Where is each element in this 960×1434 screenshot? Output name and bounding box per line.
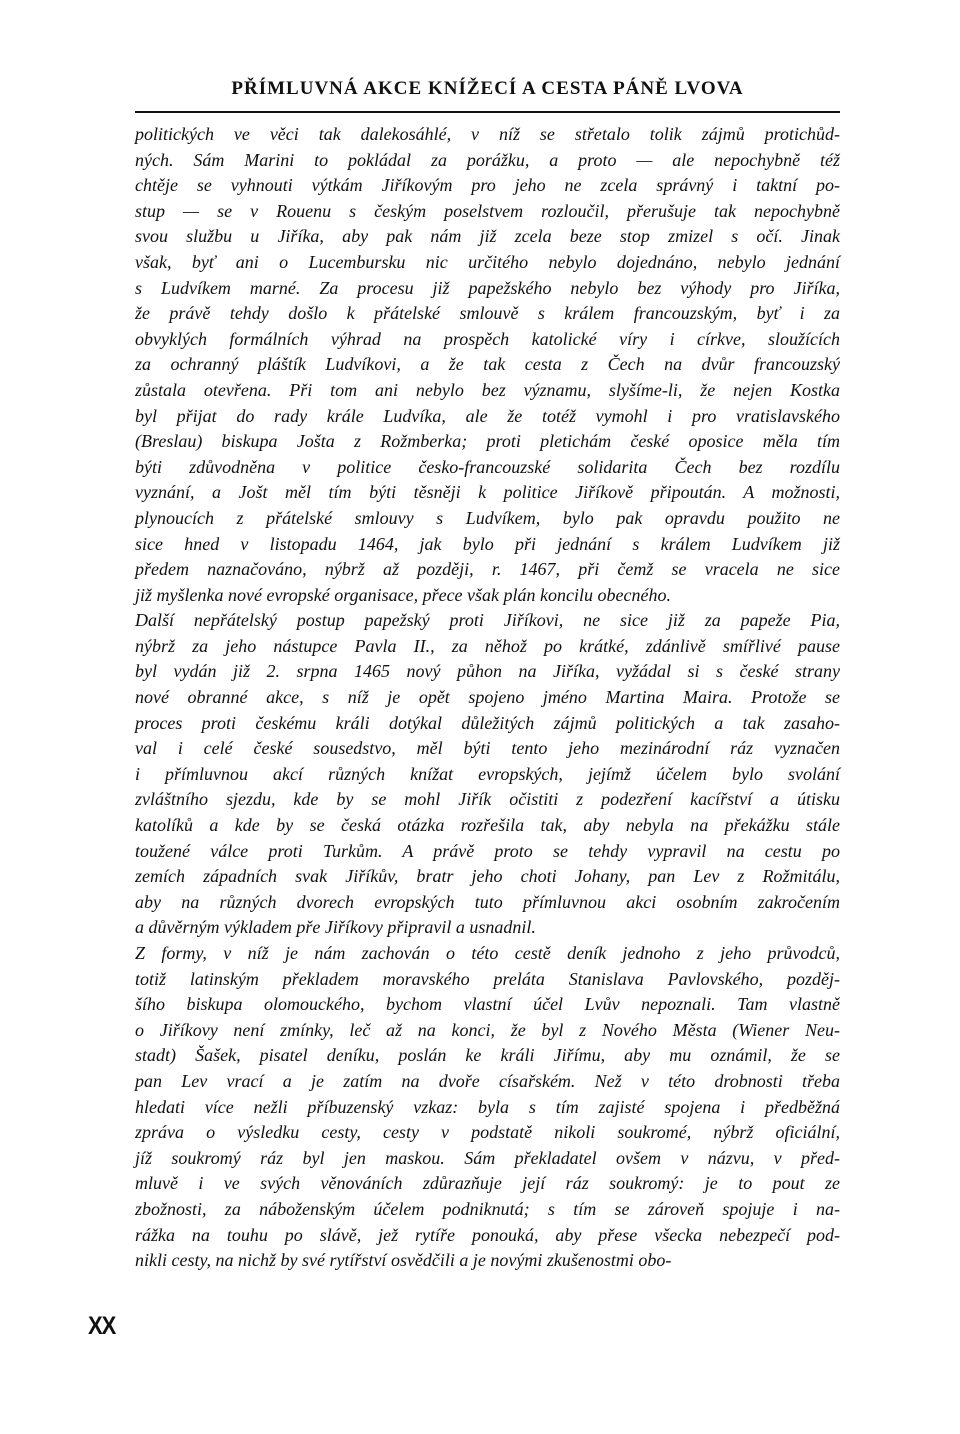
text-line: (Breslau) biskupa Jošta z Rožmberka; proti pletichám české oposice měla tím xyxy=(135,431,840,452)
text-line: jíž soukromý ráz byl jen maskou. Sám překladatel ovšem v názvu, v před- xyxy=(135,1147,840,1168)
text-line: sice hned v listopadu 1464, jak bylo při jednání s králem Ludvíkem již xyxy=(135,533,840,554)
text-line: rážka na touhu po slávě, jež rytíře ponouká, aby přese všecka nebezpečí pod- xyxy=(135,1224,840,1245)
text-line: mluvě i ve svých věnováních zdůrazňuje její ráz soukromý: je to pout ze xyxy=(135,1173,840,1194)
text-line: val i celé české sousedstvo, měl býti tento jeho mezinárodní ráz vyznačen xyxy=(135,738,840,759)
text-line: o Jiříkovy není zmínky, leč až na konci, že byl z Nového Města (Wiener Neu- xyxy=(135,1019,840,1040)
page-number: XX xyxy=(88,1311,116,1340)
text-line: stup — se v Rouenu s českým poselstvem rozloučil, přerušuje tak nepochybně xyxy=(135,200,840,221)
running-head: PŘÍMLUVNÁ AKCE KNÍŽECÍ A CESTA PÁNĚ LVOVA xyxy=(231,78,744,99)
text-line: že právě tehdy došlo k přátelské smlouvě s králem francouzským, byť i za xyxy=(135,303,840,324)
header-rule xyxy=(135,111,840,113)
text-line: s Ludvíkem marné. Za procesu již papežského nebylo bez výhody pro Jiříka, xyxy=(135,277,840,298)
text-line: pan Lev vrací a je zatím na dvoře císařském. Než v této drobnosti třeba xyxy=(135,1070,840,1091)
text-line: obvyklých formálních výhrad na prospěch katolické víry i církve, sloužících xyxy=(135,328,840,349)
text-line: zpráva o výsledku cesty, cesty v podstatě nikoli soukromé, nýbrž oficiální, xyxy=(135,1122,840,1143)
text-line: však, byť ani o Lucembursku nic určitého nebylo dojednáno, nebylo jednání xyxy=(135,251,840,272)
text-line: šího biskupa olomouckého, bychom vlastní účel Lvův nepoznali. Tam vlastně xyxy=(135,994,840,1015)
text-line: i přímluvnou akcí různých knížat evropských, jejímž účelem bylo svolání xyxy=(135,763,840,784)
body-text xyxy=(135,122,840,1274)
text-line: byl vydán již 2. srpna 1465 nový půhon na Jiříka, vyžádal si s české strany xyxy=(135,661,840,682)
text-line: byl přijat do rady krále Ludvíka, ale že totéž vymohl i pro vratislavského xyxy=(135,405,840,426)
text-line: nové obranné akce, s níž je opět spojeno jméno Martina Maira. Protože se xyxy=(135,687,840,708)
text-line: za ochranný pláštík Ludvíkovi, a že tak cesta z Čech na dvůr francouzský xyxy=(135,354,840,375)
text-line: býti zdůvodněna v politice česko-francouzské solidarita Čech bez rozdílu xyxy=(135,456,840,477)
text-line: aby na různých dvorech evropských tuto přímluvnou akci osobním zakročením xyxy=(135,891,840,912)
text-line: svou službu u Jiříka, aby pak nám již zcela beze stop zmizel s očí. Jinak xyxy=(135,226,840,247)
text-line: ných. Sám Marini to pokládal za porážku, a proto — ale nepochybně též xyxy=(135,149,840,170)
text-line: stadt) Šašek, pisatel deníku, poslán ke králi Jiřímu, aby mu oznámil, že se xyxy=(135,1045,840,1066)
text-line: předem naznačováno, nýbrž až později, r. 1467, při čemž se vracela ne sice xyxy=(135,559,840,580)
text-line: katolíků a kde by se česká otázka rozřešila tak, aby nebyla na překážku stále xyxy=(135,815,840,836)
text-line: Z formy, v níž je nám zachován o této cestě deník jednoho z jeho průvodců, xyxy=(135,943,840,963)
text-line: zbožnosti, za náboženským účelem podniknutá; s tím se zároveň spojuje i na- xyxy=(135,1198,840,1219)
text-line: totiž latinským překladem moravského preláta Stanislava Pavlovského, pozděj- xyxy=(135,968,840,989)
text-line: zůstala otevřena. Při tom ani nebylo bez významu, slyšíme-li, že nejen Kostka xyxy=(135,379,840,400)
text-line: plynoucích z přátelské smlouvy s Ludvíkem, bylo pak opravdu použito ne xyxy=(135,507,840,528)
text-line: již myšlenka nové evropské organisace, přece však plán koncilu obecného. xyxy=(135,584,671,605)
text-line: toužené válce proti Turkům. A právě proto se tehdy vypravil na cestu po xyxy=(135,840,840,861)
text-line: zvláštního sjezdu, kde by se mohl Jiřík očistiti z podezření kacířství a útisku xyxy=(135,789,840,810)
text-line: nikli cesty, na nichž by své rytířství osvědčili a je novými zkušenostmi obo- xyxy=(135,1250,672,1271)
text-line: politických ve věci tak dalekosáhlé, v níž se střetalo tolik zájmů protichůd- xyxy=(135,124,840,144)
text-line: a důvěrným výkladem pře Jiříkovy připravil a usnadnil. xyxy=(135,917,536,938)
text-line: proces proti českému králi dotýkal důležitých zájmů politických a tak zasaho- xyxy=(135,712,840,733)
text-line: Další nepřátelský postup papežský proti Jiříkovi, ne sice již za papeže Pia, xyxy=(135,610,840,631)
text-line: chtěje se vyhnouti výtkám Jiříkovým pro jeho ne zcela správný i taktní po- xyxy=(135,175,840,196)
text-line: zemích západních svak Jiříkův, bratr jeho choti Johany, pan Lev z Rožmitálu, xyxy=(135,866,840,887)
text-line: hledati více nežli příbuzenský vzkaz: byla s tím zajisté spojena i předběžná xyxy=(135,1096,840,1117)
text-line: vyznání, a Jošt měl tím býti těsněji k politice Jiříkově připoután. A možnosti, xyxy=(135,482,840,503)
text-line: nýbrž za jeho nástupce Pavla II., za něhož po krátké, zdánlivě smířlivé pause xyxy=(135,635,840,656)
